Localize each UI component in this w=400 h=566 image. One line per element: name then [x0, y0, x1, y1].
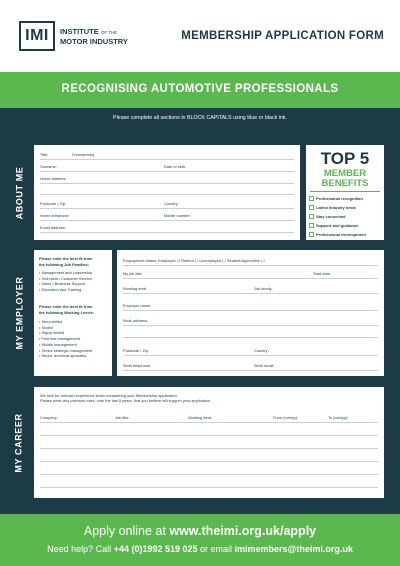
- logo-wordmark: [60, 27, 128, 46]
- benefit-item: [316, 223, 358, 228]
- job-title-label[interactable]: My job title:: [123, 271, 143, 276]
- apply-url-link[interactable]: www.theimi.org.uk/apply: [169, 524, 317, 538]
- employer-name-label[interactable]: Employer name:: [123, 303, 152, 308]
- my-employer-label: MY EMPLOYER: [14, 276, 25, 350]
- title-forenames-field[interactable]: [40, 159, 294, 160]
- career-header-rule: [40, 422, 378, 423]
- about-me-label: ABOUT ME: [14, 166, 24, 219]
- col-to: To (mm/yy):: [328, 415, 349, 420]
- employer-name-field[interactable]: [123, 310, 378, 311]
- benefit-bullet-icon: [309, 232, 314, 237]
- work-address-field-1[interactable]: [123, 325, 378, 326]
- home-address-field-1[interactable]: [40, 183, 294, 184]
- career-panel: [34, 387, 384, 498]
- postcode-country-field[interactable]: [40, 208, 294, 209]
- benefit-bullet-icon: [309, 205, 314, 210]
- family-item: • Management and Leadership: [39, 270, 93, 275]
- page-header: [0, 0, 400, 72]
- title-label: Title:: [40, 152, 49, 157]
- career-row-5[interactable]: [40, 487, 378, 488]
- email-field[interactable]: [40, 232, 294, 233]
- surname-dob-field[interactable]: [40, 171, 294, 172]
- level-item: • Senior strategic management: [39, 347, 93, 353]
- top5-benefits-word: BENEFITS: [321, 178, 369, 189]
- logo-of-the: OF THE: [100, 30, 118, 35]
- help-phone[interactable]: +44 (0)1992 519 025: [113, 544, 198, 554]
- section-label-my-career: [2, 387, 36, 498]
- col-from: From (mm/yy):: [273, 415, 299, 420]
- apply-prefix: Apply online at: [83, 524, 170, 538]
- work-email-label[interactable]: Work email:: [254, 363, 275, 368]
- levels-heading-1: Please enter the best fit from: [39, 304, 93, 309]
- family-item: • Sales • Business Support: [39, 281, 86, 287]
- my-career-label: MY CAREER: [14, 412, 24, 473]
- career-row-3[interactable]: [40, 461, 378, 462]
- start-date-label[interactable]: Start date:: [313, 271, 331, 276]
- benefit-item: [316, 205, 356, 210]
- home-address-field-2[interactable]: [40, 194, 294, 195]
- page-footer: [0, 514, 400, 566]
- families-list: [39, 270, 92, 293]
- benefit-item: [316, 214, 346, 219]
- home-telephone-label[interactable]: Home telephone:: [40, 213, 70, 218]
- career-intro-1: We look for relevant experience when considering your Membership application.: [40, 393, 178, 398]
- work-postcode-label[interactable]: Postcode / Zip:: [123, 348, 149, 353]
- employer-guidance-panel: [34, 250, 112, 376]
- employment-status-divider: [123, 265, 378, 266]
- level-item: • Senior technical specialist: [39, 353, 87, 359]
- level-item: • Skilled: [39, 324, 53, 330]
- level-item: • Semi skilled: [39, 319, 63, 324]
- email-label[interactable]: Email address:: [40, 225, 66, 230]
- family-item: • Technical • Customer Service: [39, 275, 93, 281]
- col-job-title: Job title:: [115, 415, 130, 420]
- benefit-text: Latest industry news: [316, 205, 356, 210]
- top5-divider: [310, 191, 380, 192]
- benefit-bullet-icon: [309, 214, 314, 219]
- benefit-bullet-icon: [309, 196, 314, 201]
- about-me-panel: [34, 145, 300, 240]
- section-label-my-employer: [2, 250, 36, 376]
- benefit-item: [316, 196, 363, 201]
- tagline-banner: [0, 72, 400, 108]
- career-intro-2: Please enter any previous roles, over the last 5 years, that you believe will support your application.: [40, 398, 212, 404]
- benefit-text: Professional development: [316, 232, 366, 237]
- logo-line-2: MOTOR INDUSTRY: [60, 37, 128, 46]
- benefit-item: [316, 232, 366, 237]
- work-country-label[interactable]: Country:: [254, 348, 269, 353]
- form-title: MEMBERSHIP APPLICATION FORM: [181, 30, 384, 42]
- top5-heading: TOP 5: [320, 149, 370, 168]
- job-family-label[interactable]: Job family:: [254, 286, 273, 291]
- families-heading: [39, 256, 92, 267]
- level-item: • Highly skilled: [39, 330, 65, 336]
- forenames-label[interactable]: Forename(s):: [72, 152, 96, 157]
- help-prefix: Need help? Call: [47, 544, 114, 554]
- top5-benefits-panel: [306, 145, 384, 240]
- country-label[interactable]: Country:: [164, 201, 179, 206]
- tagline-text: RECOGNISING AUTOMOTIVE PROFESSIONALS: [61, 83, 339, 95]
- apply-online-line: [0, 524, 400, 538]
- telephone-field[interactable]: [40, 220, 294, 221]
- help-line: [0, 544, 400, 554]
- mobile-label[interactable]: Mobile number:: [164, 213, 191, 218]
- logo-mark: IMI: [25, 27, 49, 44]
- employment-status-options[interactable]: Employment status: Employed ☐ Retired ☐ Unemployed ☐ Student/Apprentice ☐: [123, 258, 265, 263]
- employer-details-panel: [117, 250, 384, 376]
- benefit-text: Support and guidance: [316, 223, 359, 228]
- family-item: • Education and Training: [39, 287, 82, 293]
- work-telephone-label[interactable]: Work telephone:: [123, 363, 152, 368]
- help-mid: or email: [197, 544, 235, 554]
- work-address-label[interactable]: Work address:: [123, 318, 149, 323]
- benefit-text: Professional recognition: [316, 196, 363, 201]
- instruction-text: Please complete all sections in BLOCK CAPITALS using blue or black ink.: [113, 115, 287, 121]
- work-contact-field[interactable]: [123, 370, 378, 371]
- dob-label[interactable]: Date of birth:: [164, 164, 187, 169]
- benefit-text: Stay connected: [316, 214, 346, 219]
- career-row-2[interactable]: [40, 448, 378, 449]
- working-level-label[interactable]: Working level:: [123, 286, 148, 291]
- home-address-label[interactable]: Home address:: [40, 176, 67, 181]
- families-heading-2: the following Job Families:: [39, 261, 89, 267]
- level-item: • First line management: [39, 336, 80, 342]
- career-row-4[interactable]: [40, 474, 378, 475]
- help-email-link[interactable]: imimembers@theimi.org.uk: [234, 544, 353, 554]
- imi-logo: [19, 21, 55, 51]
- col-company: Company:: [40, 415, 58, 420]
- job-title-field[interactable]: [123, 278, 378, 279]
- surname-label[interactable]: Surname:: [40, 164, 57, 169]
- level-item: • Middle management: [39, 341, 77, 347]
- col-working-level: Working level:: [188, 415, 213, 420]
- working-level-field[interactable]: [123, 293, 378, 294]
- work-address-field-2[interactable]: [123, 337, 378, 338]
- levels-heading-2: the following Working Levels:: [39, 309, 95, 315]
- benefit-bullet-icon: [309, 223, 314, 228]
- section-label-about-me: [2, 145, 36, 240]
- postcode-label[interactable]: Postcode / Zip:: [40, 201, 66, 206]
- levels-list: [39, 319, 92, 359]
- work-postcode-field[interactable]: [123, 355, 378, 356]
- levels-heading: [39, 304, 94, 315]
- families-heading-1: Please enter the best fit from: [39, 256, 93, 261]
- career-intro: [40, 393, 211, 403]
- top5-member: MEMBER: [323, 168, 367, 179]
- logo-line-1: INSTITUTE: [60, 27, 99, 36]
- career-row-1[interactable]: [40, 435, 378, 436]
